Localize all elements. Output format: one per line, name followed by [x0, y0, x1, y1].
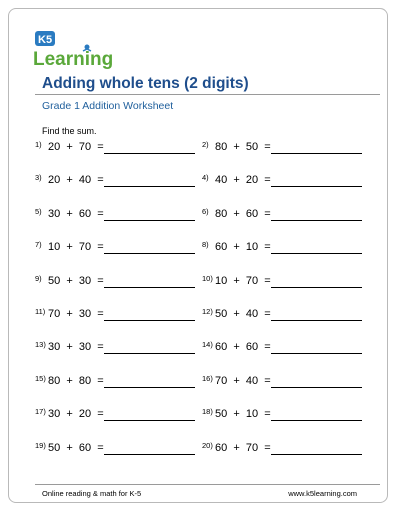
problem-number: 18)	[202, 407, 213, 417]
answer-blank[interactable]	[271, 287, 362, 288]
instruction-text: Find the sum.	[42, 126, 97, 136]
problem-number: 7)	[35, 240, 42, 250]
worksheet-page	[8, 8, 388, 503]
answer-blank[interactable]	[271, 253, 362, 254]
answer-blank[interactable]	[271, 454, 362, 455]
problem-expression: 70 + 40 =	[215, 374, 271, 387]
footer-divider	[35, 484, 380, 485]
k5-learning-logo	[33, 29, 113, 73]
answer-blank[interactable]	[104, 387, 195, 388]
problem-expression: 50 + 30 =	[48, 274, 104, 287]
problem-expression: 30 + 60 =	[48, 207, 104, 220]
problem-expression: 40 + 20 =	[215, 174, 271, 187]
problem-number: 4)	[202, 173, 209, 183]
problem-expression: 80 + 80 =	[48, 374, 104, 387]
problem-number: 5)	[35, 206, 42, 216]
answer-blank[interactable]	[271, 220, 362, 221]
problem-expression: 20 + 40 =	[48, 174, 104, 187]
problem-number: 14)	[202, 340, 213, 350]
answer-blank[interactable]	[104, 320, 195, 321]
problem-number: 11)	[35, 307, 46, 316]
problem-expression: 60 + 10 =	[215, 241, 271, 254]
problem-number: 17)	[35, 407, 46, 417]
problem-expression: 30 + 20 =	[48, 408, 104, 421]
problem-number: 10)	[202, 273, 213, 283]
problem-expression: 70 + 30 =	[48, 308, 104, 320]
answer-blank[interactable]	[104, 287, 195, 288]
answer-blank[interactable]	[271, 387, 362, 388]
worksheet-subtitle: Grade 1 Addition Worksheet	[42, 100, 174, 112]
answer-blank[interactable]	[271, 353, 362, 354]
problem-number: 12)	[202, 307, 213, 316]
answer-blank[interactable]	[104, 454, 195, 455]
answer-blank[interactable]	[271, 186, 362, 187]
answer-blank[interactable]	[271, 320, 362, 321]
answer-blank[interactable]	[271, 153, 362, 154]
answer-blank[interactable]	[104, 153, 195, 154]
problem-number: 6)	[202, 206, 209, 216]
problem-expression: 50 + 10 =	[215, 408, 271, 421]
problem-expression: 50 + 60 =	[48, 441, 104, 454]
problem-expression: 60 + 60 =	[215, 341, 271, 354]
problem-expression: 80 + 60 =	[215, 207, 271, 220]
svg-text:Learning: Learning	[33, 49, 113, 70]
problem-number: 16)	[202, 373, 213, 383]
problem-expression: 50 + 40 =	[215, 308, 271, 320]
svg-text:5: 5	[46, 34, 53, 46]
problem-expression: 80 + 50 =	[215, 141, 271, 153]
footer-tagline: Online reading & math for K-5	[42, 489, 142, 498]
problem-number: 8)	[202, 240, 209, 250]
answer-blank[interactable]	[104, 420, 195, 421]
problem-expression: 10 + 70 =	[48, 241, 104, 254]
problem-number: 3)	[35, 173, 42, 183]
problem-number: 15)	[35, 373, 46, 383]
problem-expression: 30 + 30 =	[48, 341, 104, 354]
answer-blank[interactable]	[104, 353, 195, 354]
answer-blank[interactable]	[271, 420, 362, 421]
problem-expression: 10 + 70 =	[215, 274, 271, 287]
problem-number: 9)	[35, 273, 42, 283]
header-divider	[35, 94, 380, 95]
problem-number: 2)	[202, 140, 209, 149]
problem-number: 19)	[35, 440, 46, 450]
problem-number: 1)	[35, 140, 42, 149]
problem-number: 20)	[202, 440, 213, 450]
problem-expression: 60 + 70 =	[215, 441, 271, 454]
answer-blank[interactable]	[104, 186, 195, 187]
problem-expression: 20 + 70 =	[48, 141, 104, 153]
answer-blank[interactable]	[104, 220, 195, 221]
footer-website: www.k5learning.com	[288, 489, 357, 498]
answer-blank[interactable]	[104, 253, 195, 254]
worksheet-title: Adding whole tens (2 digits)	[42, 75, 249, 92]
svg-text:K: K	[38, 34, 46, 46]
problem-number: 13)	[35, 340, 46, 350]
